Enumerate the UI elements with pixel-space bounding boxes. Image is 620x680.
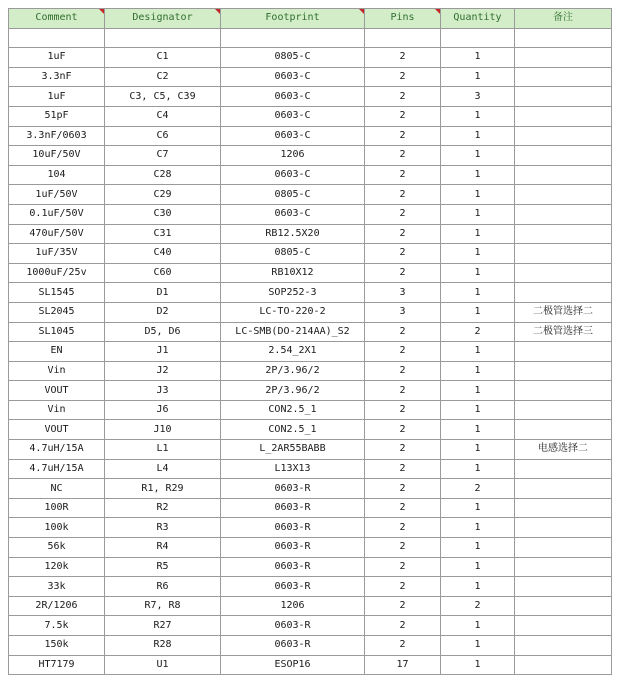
table-row bbox=[9, 459, 612, 479]
cell-quantity[interactable]: 1 bbox=[441, 204, 515, 224]
cell-pins[interactable]: 2 bbox=[365, 67, 441, 87]
cell-quantity[interactable]: 1 bbox=[441, 557, 515, 577]
cell-footprint[interactable]: 0603-C bbox=[221, 204, 365, 224]
cell-notes[interactable] bbox=[515, 165, 612, 185]
header-footprint[interactable]: Footprint bbox=[221, 9, 365, 29]
cell-footprint[interactable]: LC-TO-220-2 bbox=[221, 302, 365, 322]
cell-notes[interactable] bbox=[515, 655, 612, 675]
table-row bbox=[9, 538, 612, 558]
cell-designator[interactable]: J10 bbox=[105, 420, 221, 440]
cell-footprint[interactable]: 0603-R bbox=[221, 616, 365, 636]
cell-pins[interactable]: 2 bbox=[365, 498, 441, 518]
cell-designator[interactable]: R27 bbox=[105, 616, 221, 636]
table-row bbox=[9, 106, 612, 126]
cell-designator[interactable]: R4 bbox=[105, 538, 221, 558]
table-row bbox=[9, 87, 612, 107]
cell-comment[interactable]: 1uF bbox=[9, 87, 105, 107]
table-row bbox=[9, 322, 612, 342]
cell-comment[interactable]: NC bbox=[9, 479, 105, 499]
cell-quantity[interactable]: 1 bbox=[441, 518, 515, 538]
cell-pins[interactable]: 2 bbox=[365, 342, 441, 362]
table-row bbox=[9, 361, 612, 381]
table-row bbox=[9, 381, 612, 401]
cell-comment[interactable]: 3.3nF/0603 bbox=[9, 126, 105, 146]
cell-comment[interactable]: VOUT bbox=[9, 420, 105, 440]
cell-quantity[interactable]: 2 bbox=[441, 479, 515, 499]
table-row bbox=[9, 498, 612, 518]
cell-comment[interactable]: 0.1uF/50V bbox=[9, 204, 105, 224]
cell-notes[interactable] bbox=[515, 263, 612, 283]
cell-designator[interactable]: L4 bbox=[105, 459, 221, 479]
cell-footprint[interactable]: 0603-R bbox=[221, 557, 365, 577]
cell-comment[interactable]: 1uF bbox=[9, 48, 105, 68]
cell-notes[interactable] bbox=[515, 498, 612, 518]
header-pins[interactable]: Pins bbox=[365, 9, 441, 29]
cell-notes[interactable] bbox=[515, 126, 612, 146]
header-comment[interactable]: Comment bbox=[9, 9, 105, 29]
table-row bbox=[9, 126, 612, 146]
cell-pins[interactable]: 2 bbox=[365, 557, 441, 577]
cell-footprint[interactable]: 0603-C bbox=[221, 87, 365, 107]
cell-quantity[interactable]: 1 bbox=[441, 263, 515, 283]
cell-notes[interactable] bbox=[515, 224, 612, 244]
cell-quantity[interactable]: 3 bbox=[441, 87, 515, 107]
cell-quantity[interactable]: 1 bbox=[441, 185, 515, 205]
cell-pins[interactable]: 2 bbox=[365, 596, 441, 616]
cell-comment[interactable]: VOUT bbox=[9, 381, 105, 401]
cell-pins[interactable]: 2 bbox=[365, 636, 441, 656]
cell-comment[interactable]: 1000uF/25v bbox=[9, 263, 105, 283]
cell-pins[interactable]: 2 bbox=[365, 479, 441, 499]
cell-pins[interactable]: 2 bbox=[365, 440, 441, 460]
cell-notes[interactable] bbox=[515, 577, 612, 597]
cell-pins[interactable]: 2 bbox=[365, 381, 441, 401]
table-row bbox=[9, 244, 612, 264]
cell-notes[interactable]: 电感选择二 bbox=[515, 440, 612, 460]
cell-notes[interactable] bbox=[515, 538, 612, 558]
cell-notes[interactable] bbox=[515, 106, 612, 126]
cell-designator[interactable] bbox=[105, 28, 221, 48]
table-row bbox=[9, 440, 612, 460]
cell-footprint[interactable]: 0603-R bbox=[221, 479, 365, 499]
cell-comment[interactable]: 51pF bbox=[9, 106, 105, 126]
cell-comment[interactable]: SL2045 bbox=[9, 302, 105, 322]
cell-designator[interactable]: R2 bbox=[105, 498, 221, 518]
cell-footprint[interactable]: 0603-R bbox=[221, 498, 365, 518]
cell-pins[interactable]: 2 bbox=[365, 400, 441, 420]
cell-footprint[interactable]: 0805-C bbox=[221, 244, 365, 264]
cell-footprint[interactable]: 2.54_2X1 bbox=[221, 342, 365, 362]
cell-notes[interactable] bbox=[515, 48, 612, 68]
cell-comment[interactable]: Vin bbox=[9, 361, 105, 381]
cell-designator[interactable]: C28 bbox=[105, 165, 221, 185]
cell-quantity[interactable]: 1 bbox=[441, 302, 515, 322]
cell-quantity[interactable]: 1 bbox=[441, 342, 515, 362]
table-row bbox=[9, 224, 612, 244]
cell-comment[interactable]: 4.7uH/15A bbox=[9, 440, 105, 460]
cell-quantity[interactable]: 1 bbox=[441, 420, 515, 440]
table-row bbox=[9, 479, 612, 499]
table-row bbox=[9, 655, 612, 675]
cell-designator[interactable]: C2 bbox=[105, 67, 221, 87]
cell-designator[interactable]: L1 bbox=[105, 440, 221, 460]
header-quantity[interactable]: Quantity bbox=[441, 9, 515, 29]
cell-notes[interactable] bbox=[515, 557, 612, 577]
table-row bbox=[9, 342, 612, 362]
table-row bbox=[9, 146, 612, 166]
cell-quantity[interactable]: 1 bbox=[441, 655, 515, 675]
cell-quantity[interactable]: 1 bbox=[441, 440, 515, 460]
cell-footprint[interactable]: 0603-R bbox=[221, 538, 365, 558]
table-row bbox=[9, 577, 612, 597]
cell-comment[interactable]: Vin bbox=[9, 400, 105, 420]
cell-comment[interactable]: 120k bbox=[9, 557, 105, 577]
cell-designator[interactable]: U1 bbox=[105, 655, 221, 675]
cell-designator[interactable]: C1 bbox=[105, 48, 221, 68]
cell-designator[interactable]: C6 bbox=[105, 126, 221, 146]
cell-designator[interactable]: R1, R29 bbox=[105, 479, 221, 499]
cell-quantity[interactable]: 1 bbox=[441, 636, 515, 656]
cell-quantity[interactable]: 1 bbox=[441, 146, 515, 166]
cell-comment[interactable] bbox=[9, 28, 105, 48]
cell-comment[interactable]: SL1545 bbox=[9, 283, 105, 303]
cell-designator[interactable]: D2 bbox=[105, 302, 221, 322]
cell-footprint[interactable]: L13X13 bbox=[221, 459, 365, 479]
cell-designator[interactable]: C31 bbox=[105, 224, 221, 244]
bom-sheet bbox=[8, 8, 612, 675]
cell-pins[interactable]: 2 bbox=[365, 577, 441, 597]
table-row bbox=[9, 400, 612, 420]
cell-designator[interactable]: D1 bbox=[105, 283, 221, 303]
cell-designator[interactable]: D5, D6 bbox=[105, 322, 221, 342]
cell-comment[interactable]: 56k bbox=[9, 538, 105, 558]
cell-pins[interactable]: 2 bbox=[365, 322, 441, 342]
table-row bbox=[9, 48, 612, 68]
cell-quantity[interactable]: 1 bbox=[441, 244, 515, 264]
cell-footprint[interactable]: CON2.5_1 bbox=[221, 400, 365, 420]
cell-footprint[interactable]: 1206 bbox=[221, 146, 365, 166]
cell-notes[interactable] bbox=[515, 616, 612, 636]
cell-designator[interactable]: J2 bbox=[105, 361, 221, 381]
table-row bbox=[9, 204, 612, 224]
cell-footprint[interactable]: RB12.5X20 bbox=[221, 224, 365, 244]
cell-designator[interactable]: C30 bbox=[105, 204, 221, 224]
cell-pins[interactable]: 2 bbox=[365, 146, 441, 166]
cell-pins[interactable]: 2 bbox=[365, 420, 441, 440]
header-notes[interactable]: 备注 bbox=[515, 9, 612, 29]
table-row bbox=[9, 557, 612, 577]
cell-designator[interactable]: J1 bbox=[105, 342, 221, 362]
cell-notes[interactable] bbox=[515, 67, 612, 87]
cell-pins[interactable]: 2 bbox=[365, 263, 441, 283]
cell-quantity[interactable]: 1 bbox=[441, 361, 515, 381]
cell-pins[interactable]: 2 bbox=[365, 106, 441, 126]
cell-notes[interactable] bbox=[515, 185, 612, 205]
cell-notes[interactable] bbox=[515, 381, 612, 401]
cell-comment[interactable]: 150k bbox=[9, 636, 105, 656]
cell-quantity[interactable]: 1 bbox=[441, 498, 515, 518]
cell-comment[interactable]: 1uF/35V bbox=[9, 244, 105, 264]
cell-designator[interactable]: R5 bbox=[105, 557, 221, 577]
cell-pins[interactable]: 2 bbox=[365, 165, 441, 185]
cell-notes[interactable]: 二极管选择二 bbox=[515, 302, 612, 322]
cell-designator[interactable]: C40 bbox=[105, 244, 221, 264]
cell-designator[interactable]: R3 bbox=[105, 518, 221, 538]
cell-pins[interactable]: 2 bbox=[365, 87, 441, 107]
cell-footprint[interactable]: 0805-C bbox=[221, 185, 365, 205]
cell-comment[interactable]: SL1045 bbox=[9, 322, 105, 342]
cell-pins[interactable]: 2 bbox=[365, 616, 441, 636]
cell-footprint[interactable]: 2P/3.96/2 bbox=[221, 361, 365, 381]
cell-notes[interactable] bbox=[515, 596, 612, 616]
table-row bbox=[9, 263, 612, 283]
cell-pins[interactable]: 2 bbox=[365, 204, 441, 224]
cell-notes[interactable] bbox=[515, 342, 612, 362]
cell-footprint[interactable]: 0603-C bbox=[221, 67, 365, 87]
cell-pins[interactable]: 2 bbox=[365, 244, 441, 264]
bom-table bbox=[8, 8, 612, 675]
table-row bbox=[9, 616, 612, 636]
cell-comment[interactable]: 4.7uH/15A bbox=[9, 459, 105, 479]
cell-footprint[interactable]: 0603-R bbox=[221, 577, 365, 597]
cell-quantity[interactable]: 1 bbox=[441, 165, 515, 185]
cell-pins[interactable]: 2 bbox=[365, 361, 441, 381]
cell-footprint[interactable]: 0805-C bbox=[221, 48, 365, 68]
cell-notes[interactable] bbox=[515, 459, 612, 479]
cell-quantity[interactable]: 1 bbox=[441, 400, 515, 420]
cell-footprint[interactable]: LC-SMB(DO-214AA)_S2 bbox=[221, 322, 365, 342]
cell-notes[interactable] bbox=[515, 479, 612, 499]
cell-pins[interactable]: 2 bbox=[365, 224, 441, 244]
cell-notes[interactable] bbox=[515, 204, 612, 224]
cell-quantity[interactable]: 1 bbox=[441, 616, 515, 636]
cell-footprint[interactable]: 0603-R bbox=[221, 636, 365, 656]
cell-footprint[interactable]: L_2AR55BABB bbox=[221, 440, 365, 460]
cell-quantity[interactable]: 1 bbox=[441, 126, 515, 146]
table-row bbox=[9, 165, 612, 185]
table-row bbox=[9, 283, 612, 303]
cell-quantity[interactable]: 2 bbox=[441, 596, 515, 616]
header-row bbox=[9, 9, 612, 29]
cell-quantity[interactable] bbox=[441, 28, 515, 48]
cell-pins[interactable]: 3 bbox=[365, 283, 441, 303]
cell-comment[interactable]: 104 bbox=[9, 165, 105, 185]
table-row bbox=[9, 302, 612, 322]
cell-comment[interactable]: 7.5k bbox=[9, 616, 105, 636]
cell-quantity[interactable]: 1 bbox=[441, 106, 515, 126]
cell-quantity[interactable]: 1 bbox=[441, 283, 515, 303]
cell-notes[interactable]: 二极管选择三 bbox=[515, 322, 612, 342]
table-row bbox=[9, 28, 612, 48]
cell-notes[interactable] bbox=[515, 636, 612, 656]
cell-notes[interactable] bbox=[515, 361, 612, 381]
bom-body bbox=[9, 28, 612, 675]
cell-footprint[interactable]: 0603-C bbox=[221, 106, 365, 126]
cell-quantity[interactable]: 1 bbox=[441, 577, 515, 597]
table-row bbox=[9, 596, 612, 616]
cell-notes[interactable] bbox=[515, 400, 612, 420]
cell-footprint[interactable]: 0603-C bbox=[221, 165, 365, 185]
table-row bbox=[9, 420, 612, 440]
cell-quantity[interactable]: 1 bbox=[441, 224, 515, 244]
cell-comment[interactable]: 2R/1206 bbox=[9, 596, 105, 616]
cell-pins[interactable]: 3 bbox=[365, 302, 441, 322]
cell-footprint[interactable]: SOP252-3 bbox=[221, 283, 365, 303]
cell-notes[interactable] bbox=[515, 87, 612, 107]
cell-comment[interactable]: 1uF/50V bbox=[9, 185, 105, 205]
cell-notes[interactable] bbox=[515, 28, 612, 48]
cell-pins[interactable] bbox=[365, 28, 441, 48]
cell-quantity[interactable]: 1 bbox=[441, 67, 515, 87]
cell-comment[interactable]: 3.3nF bbox=[9, 67, 105, 87]
cell-pins[interactable]: 17 bbox=[365, 655, 441, 675]
cell-notes[interactable] bbox=[515, 283, 612, 303]
cell-designator[interactable]: C60 bbox=[105, 263, 221, 283]
cell-comment[interactable]: 100R bbox=[9, 498, 105, 518]
cell-designator[interactable]: C4 bbox=[105, 106, 221, 126]
cell-comment[interactable]: 100k bbox=[9, 518, 105, 538]
cell-designator[interactable]: R28 bbox=[105, 636, 221, 656]
cell-pins[interactable]: 2 bbox=[365, 538, 441, 558]
cell-footprint[interactable]: 0603-C bbox=[221, 126, 365, 146]
cell-quantity[interactable]: 1 bbox=[441, 459, 515, 479]
cell-designator[interactable]: C3, C5, C39 bbox=[105, 87, 221, 107]
cell-designator[interactable]: J3 bbox=[105, 381, 221, 401]
cell-pins[interactable]: 2 bbox=[365, 185, 441, 205]
table-row bbox=[9, 185, 612, 205]
cell-notes[interactable] bbox=[515, 146, 612, 166]
cell-quantity[interactable]: 1 bbox=[441, 538, 515, 558]
cell-comment[interactable]: 33k bbox=[9, 577, 105, 597]
cell-footprint[interactable]: CON2.5_1 bbox=[221, 420, 365, 440]
cell-quantity[interactable]: 1 bbox=[441, 48, 515, 68]
cell-footprint[interactable]: ESOP16 bbox=[221, 655, 365, 675]
cell-comment[interactable]: 10uF/50V bbox=[9, 146, 105, 166]
cell-comment[interactable]: HT7179 bbox=[9, 655, 105, 675]
cell-comment[interactable]: 470uF/50V bbox=[9, 224, 105, 244]
cell-footprint[interactable] bbox=[221, 28, 365, 48]
cell-pins[interactable]: 2 bbox=[365, 518, 441, 538]
table-row bbox=[9, 636, 612, 656]
cell-notes[interactable] bbox=[515, 420, 612, 440]
cell-designator[interactable]: J6 bbox=[105, 400, 221, 420]
cell-footprint[interactable]: 1206 bbox=[221, 596, 365, 616]
cell-footprint[interactable]: RB10X12 bbox=[221, 263, 365, 283]
cell-designator[interactable]: R6 bbox=[105, 577, 221, 597]
cell-footprint[interactable]: 0603-R bbox=[221, 518, 365, 538]
cell-notes[interactable] bbox=[515, 244, 612, 264]
header-designator[interactable]: Designator bbox=[105, 9, 221, 29]
cell-pins[interactable]: 2 bbox=[365, 126, 441, 146]
cell-pins[interactable]: 2 bbox=[365, 48, 441, 68]
cell-designator[interactable]: C29 bbox=[105, 185, 221, 205]
cell-pins[interactable]: 2 bbox=[365, 459, 441, 479]
table-row bbox=[9, 67, 612, 87]
table-row bbox=[9, 518, 612, 538]
cell-comment[interactable]: EN bbox=[9, 342, 105, 362]
cell-footprint[interactable]: 2P/3.96/2 bbox=[221, 381, 365, 401]
cell-designator[interactable]: C7 bbox=[105, 146, 221, 166]
cell-notes[interactable] bbox=[515, 518, 612, 538]
cell-quantity[interactable]: 1 bbox=[441, 381, 515, 401]
cell-quantity[interactable]: 2 bbox=[441, 322, 515, 342]
cell-designator[interactable]: R7, R8 bbox=[105, 596, 221, 616]
